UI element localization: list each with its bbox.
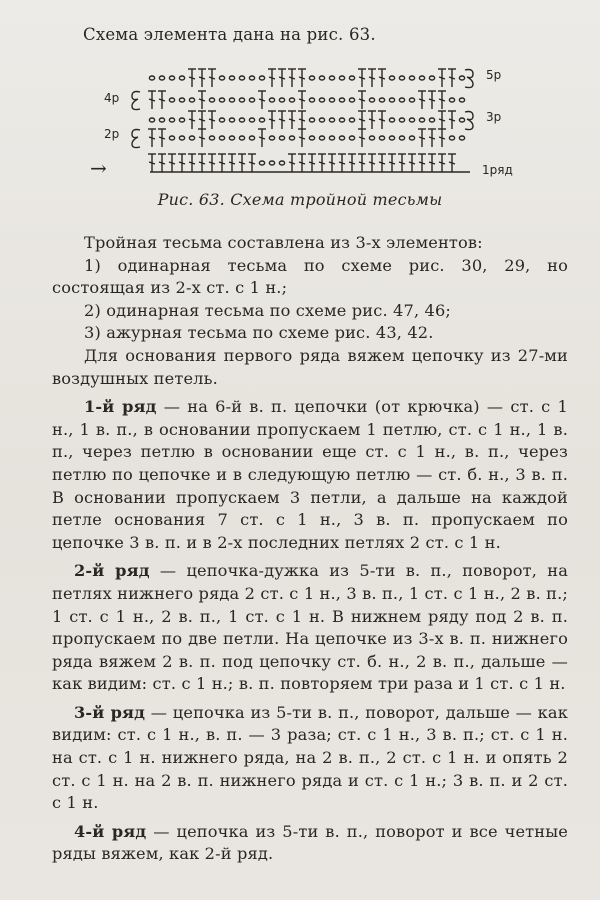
- stitch-chain: [159, 76, 164, 80]
- stitch-dc: [419, 99, 425, 101]
- row-label-1: 1ряд: [482, 163, 513, 177]
- stitch-chain: [239, 118, 244, 122]
- paragraph-item-1: 1) одинарная тесьма по схеме рис. 30, 29, но состоящая из 2-х ст. с 1 н.;: [52, 255, 568, 298]
- stitch-chain: [169, 118, 174, 122]
- stitch-chain: [349, 136, 354, 140]
- stitch-chain: [229, 98, 234, 102]
- stitch-dc: [289, 162, 295, 164]
- turn-loop-left: [132, 130, 140, 148]
- stitch-dc: [259, 137, 265, 139]
- stitch-dc: [299, 162, 305, 164]
- stitch-dc: [209, 162, 215, 164]
- stitch-dc: [209, 77, 215, 79]
- row-1-text: — на 6-й в. п. цепочки (от крючка) — ст. с 1 н., 1 в. п., в основании пропускаем 1 петлю, ст. с 1 н., 1 в. п., через петлю в основании еще ст. с 1 н., в. п., через петлю по цепочке и в следующую петлю — ст. б. н., 3 в. п. В основании пропускаем 3 петли, а дальше на каждой петле основания 7 ст. с 1 н., 3 в. п. пропускаем по цепочке 3 в. п. и в 2-х последних петлях 2 ст. с 1 н.: [52, 397, 568, 552]
- stitch-chain: [379, 98, 384, 102]
- stitch-chain: [269, 161, 274, 165]
- stitch-dc: [279, 119, 285, 121]
- paragraph-row-4: [52, 821, 568, 866]
- stitch-chain: [269, 136, 274, 140]
- stitch-dc: [149, 99, 155, 101]
- stitch-dc: [439, 162, 445, 164]
- stitch-dc: [259, 99, 265, 101]
- figure-caption: Рис. 63. Схема тройной тесьмы: [157, 190, 443, 209]
- row-2-heading: 2-й ряд: [74, 561, 150, 581]
- stitch-chain: [269, 98, 274, 102]
- stitch-chain: [389, 98, 394, 102]
- stitch-chain: [169, 98, 174, 102]
- row-label-3: 3р: [486, 110, 502, 124]
- stitch-chain: [339, 118, 344, 122]
- stitch-dc: [169, 162, 175, 164]
- row-1-heading: 1-й ряд: [84, 397, 157, 417]
- stitch-chain: [319, 136, 324, 140]
- stitch-dc: [359, 137, 365, 139]
- stitch-chain: [279, 136, 284, 140]
- stitch-chain: [459, 118, 464, 122]
- stitch-dc: [199, 99, 205, 101]
- stitch-chain: [279, 161, 284, 165]
- stitch-dc: [359, 99, 365, 101]
- stitch-dc: [299, 77, 305, 79]
- stitch-chain: [389, 136, 394, 140]
- stitch-dc: [209, 119, 215, 121]
- stitch-dc: [379, 119, 385, 121]
- row-3-heading: 3-й ряд: [74, 702, 146, 722]
- stitch-chain: [229, 136, 234, 140]
- stitch-dc: [399, 162, 405, 164]
- paragraph-row-2: [52, 560, 568, 696]
- stitch-chain: [279, 98, 284, 102]
- stitch-chain: [189, 98, 194, 102]
- stitch-chain: [459, 98, 464, 102]
- stitch-chain: [319, 98, 324, 102]
- stitch-chain: [249, 76, 254, 80]
- stitch-dc: [239, 162, 245, 164]
- stitch-chain: [159, 118, 164, 122]
- stitch-dc: [369, 119, 375, 121]
- stitch-dc: [189, 162, 195, 164]
- stitch-dc: [319, 162, 325, 164]
- stitch-chain: [309, 76, 314, 80]
- stitch-dc: [369, 77, 375, 79]
- stitch-chain: [209, 98, 214, 102]
- stitch-chain: [169, 136, 174, 140]
- row-label-4: 4р: [104, 91, 120, 105]
- stitch-chain: [429, 76, 434, 80]
- stitch-chain: [409, 76, 414, 80]
- stitch-chain: [409, 136, 414, 140]
- stitch-dc: [199, 137, 205, 139]
- stitch-chain: [399, 136, 404, 140]
- paragraph-row-3: [52, 702, 568, 815]
- stitch-dc: [359, 162, 365, 164]
- stitch-dc: [329, 162, 335, 164]
- stitch-chain: [219, 76, 224, 80]
- stitch-chain: [409, 98, 414, 102]
- stitch-chain: [179, 98, 184, 102]
- stitch-chain: [379, 136, 384, 140]
- stitch-chain: [219, 118, 224, 122]
- stitch-chain: [319, 118, 324, 122]
- stitch-chain: [209, 136, 214, 140]
- stitch-chain: [189, 136, 194, 140]
- stitch-dc: [269, 119, 275, 121]
- stitch-chain: [309, 98, 314, 102]
- stitch-dc: [359, 77, 365, 79]
- stitch-chain: [409, 118, 414, 122]
- paragraph-intro: Тройная тесьма составлена из 3-х элементов:: [84, 233, 483, 252]
- stitch-chain: [339, 98, 344, 102]
- stitch-dc: [249, 162, 255, 164]
- stitch-chain: [239, 76, 244, 80]
- stitch-chain: [369, 98, 374, 102]
- stitch-dc: [229, 162, 235, 164]
- stitch-chain: [229, 118, 234, 122]
- stitch-dc: [369, 162, 375, 164]
- stitch-dc: [289, 119, 295, 121]
- stitch-chain: [399, 98, 404, 102]
- stitch-chain: [419, 118, 424, 122]
- stitch-dc: [149, 137, 155, 139]
- stitch-dc: [159, 137, 165, 139]
- stitch-chain: [369, 136, 374, 140]
- stitch-chain: [169, 76, 174, 80]
- stitch-dc: [379, 162, 385, 164]
- main-text: [52, 232, 568, 866]
- stitch-dc: [189, 77, 195, 79]
- stitch-chain: [329, 136, 334, 140]
- stitch-chain: [259, 118, 264, 122]
- stitch-dc: [299, 119, 305, 121]
- stitch-chain: [349, 118, 354, 122]
- stitch-chain: [249, 136, 254, 140]
- stitch-chain: [289, 98, 294, 102]
- turn-loop-right: [465, 112, 473, 130]
- stitch-chain: [389, 118, 394, 122]
- stitch-dc: [389, 162, 395, 164]
- paragraph-base-chain: Для основания первого ряда вяжем цепочку из 27-ми воздушных петель.: [52, 345, 568, 388]
- stitch-chain: [259, 76, 264, 80]
- stitch-chain: [329, 98, 334, 102]
- stitch-dc: [439, 77, 445, 79]
- stitch-chain: [219, 98, 224, 102]
- stitch-chain: [429, 118, 434, 122]
- stitch-chain: [319, 76, 324, 80]
- stitch-chain: [239, 98, 244, 102]
- stitch-chain: [329, 118, 334, 122]
- stitch-dc: [379, 77, 385, 79]
- turn-loop-right: [465, 70, 473, 88]
- stitch-chain: [349, 98, 354, 102]
- stitch-chain: [289, 136, 294, 140]
- stitch-dc: [419, 162, 425, 164]
- stitch-chain: [219, 136, 224, 140]
- paragraph-item-3: 3) ажурная тесьма по схеме рис. 43, 42.: [84, 323, 434, 343]
- crochet-diagram: [0, 60, 600, 190]
- stitch-chain: [329, 76, 334, 80]
- stitch-chain: [389, 76, 394, 80]
- stitch-chain: [179, 76, 184, 80]
- stitch-dc: [419, 137, 425, 139]
- stitch-dc: [449, 162, 455, 164]
- stitch-chain: [179, 118, 184, 122]
- stitch-chain: [339, 136, 344, 140]
- stitch-chain: [459, 76, 464, 80]
- stitch-dc: [189, 119, 195, 121]
- row-3-text: — цепочка из 5-ти в. п., поворот, дальше — как видим: ст. с 1 н., в. п. — 3 раза; ст. с 1 н., 3 в. п.; ст. с 1 н. на ст. с 1 н. нижнего ряда, на 2 в. п., 2 ст. с 1 н. и опять 2 ст. с 1 н. на 2 в. п. нижнего ряда и ст. с 1 н.; 3 в. п. и 2 ст. с 1 н.: [52, 702, 568, 813]
- row-2-text: — цепочка-дужка из 5-ти в. п., поворот, на петлях нижнего ряда 2 ст. с 1 н., 3 в. п., 1 ст. с 1 н., 2 в. п.; 1 ст. с 1 н., 2 в. п., 1 ст. с 1 н. В нижнем ряду под 2 в. п. пропускаем по две петли. На цепочке из 3-х в. п. нижнего ряда вяжем 2 в. п. под цепочку ст. б. н., 2 в. п., дальше — как видим: ст. с 1 н.; в. п. повторяем три раза и 1 ст. с 1 н.: [52, 561, 568, 694]
- paragraph-item-2: 2) одинарная тесьма по схеме рис. 47, 46;: [84, 300, 452, 320]
- stitch-dc: [219, 162, 225, 164]
- stitch-chain: [259, 161, 264, 165]
- stitch-chain: [309, 136, 314, 140]
- stitch-dc: [449, 119, 455, 121]
- stitch-chain: [229, 76, 234, 80]
- stitch-dc: [289, 77, 295, 79]
- stitch-dc: [279, 77, 285, 79]
- stitch-dc: [409, 162, 415, 164]
- stitch-chain: [349, 76, 354, 80]
- paragraph-row-1: [52, 396, 568, 554]
- stitch-dc: [149, 162, 155, 164]
- stitch-chain: [449, 136, 454, 140]
- stitch-dc: [159, 162, 165, 164]
- stitch-dc: [199, 162, 205, 164]
- intro-line: Схема элемента дана на рис. 63.: [83, 25, 376, 44]
- stitch-chain: [399, 118, 404, 122]
- stitch-dc: [429, 99, 435, 101]
- row-4-heading: 4-й ряд: [74, 821, 147, 841]
- stitch-dc: [159, 99, 165, 101]
- stitch-dc: [179, 162, 185, 164]
- stitch-chain: [339, 76, 344, 80]
- stitch-chain: [149, 76, 154, 80]
- stitch-dc: [339, 162, 345, 164]
- stitch-chain: [309, 118, 314, 122]
- stitch-chain: [399, 76, 404, 80]
- stitch-chain: [179, 136, 184, 140]
- row-label-2: 2р: [104, 127, 120, 141]
- stitch-dc: [439, 99, 445, 101]
- stitch-chain: [149, 118, 154, 122]
- stitch-chain: [419, 76, 424, 80]
- stitch-dc: [439, 119, 445, 121]
- stitch-dc: [429, 162, 435, 164]
- stitch-dc: [439, 137, 445, 139]
- stitch-chain: [249, 98, 254, 102]
- stitch-dc: [349, 162, 355, 164]
- stitch-chain: [249, 118, 254, 122]
- turn-loop-left: [132, 92, 140, 110]
- row-4-text: — цепочка из 5-ти в. п., поворот и все четные ряды вяжем, как 2-й ряд.: [52, 821, 568, 864]
- stitch-dc: [199, 77, 205, 79]
- stitch-dc: [299, 99, 305, 101]
- row-label-5: 5р: [486, 68, 502, 82]
- stitch-dc: [429, 137, 435, 139]
- stitch-dc: [299, 137, 305, 139]
- stitch-dc: [359, 119, 365, 121]
- direction-arrow: →: [90, 156, 107, 180]
- stitch-dc: [449, 77, 455, 79]
- stitch-chain: [459, 136, 464, 140]
- stitch-dc: [309, 162, 315, 164]
- stitch-chain: [449, 98, 454, 102]
- stitch-dc: [269, 77, 275, 79]
- stitch-chain: [239, 136, 244, 140]
- stitch-dc: [199, 119, 205, 121]
